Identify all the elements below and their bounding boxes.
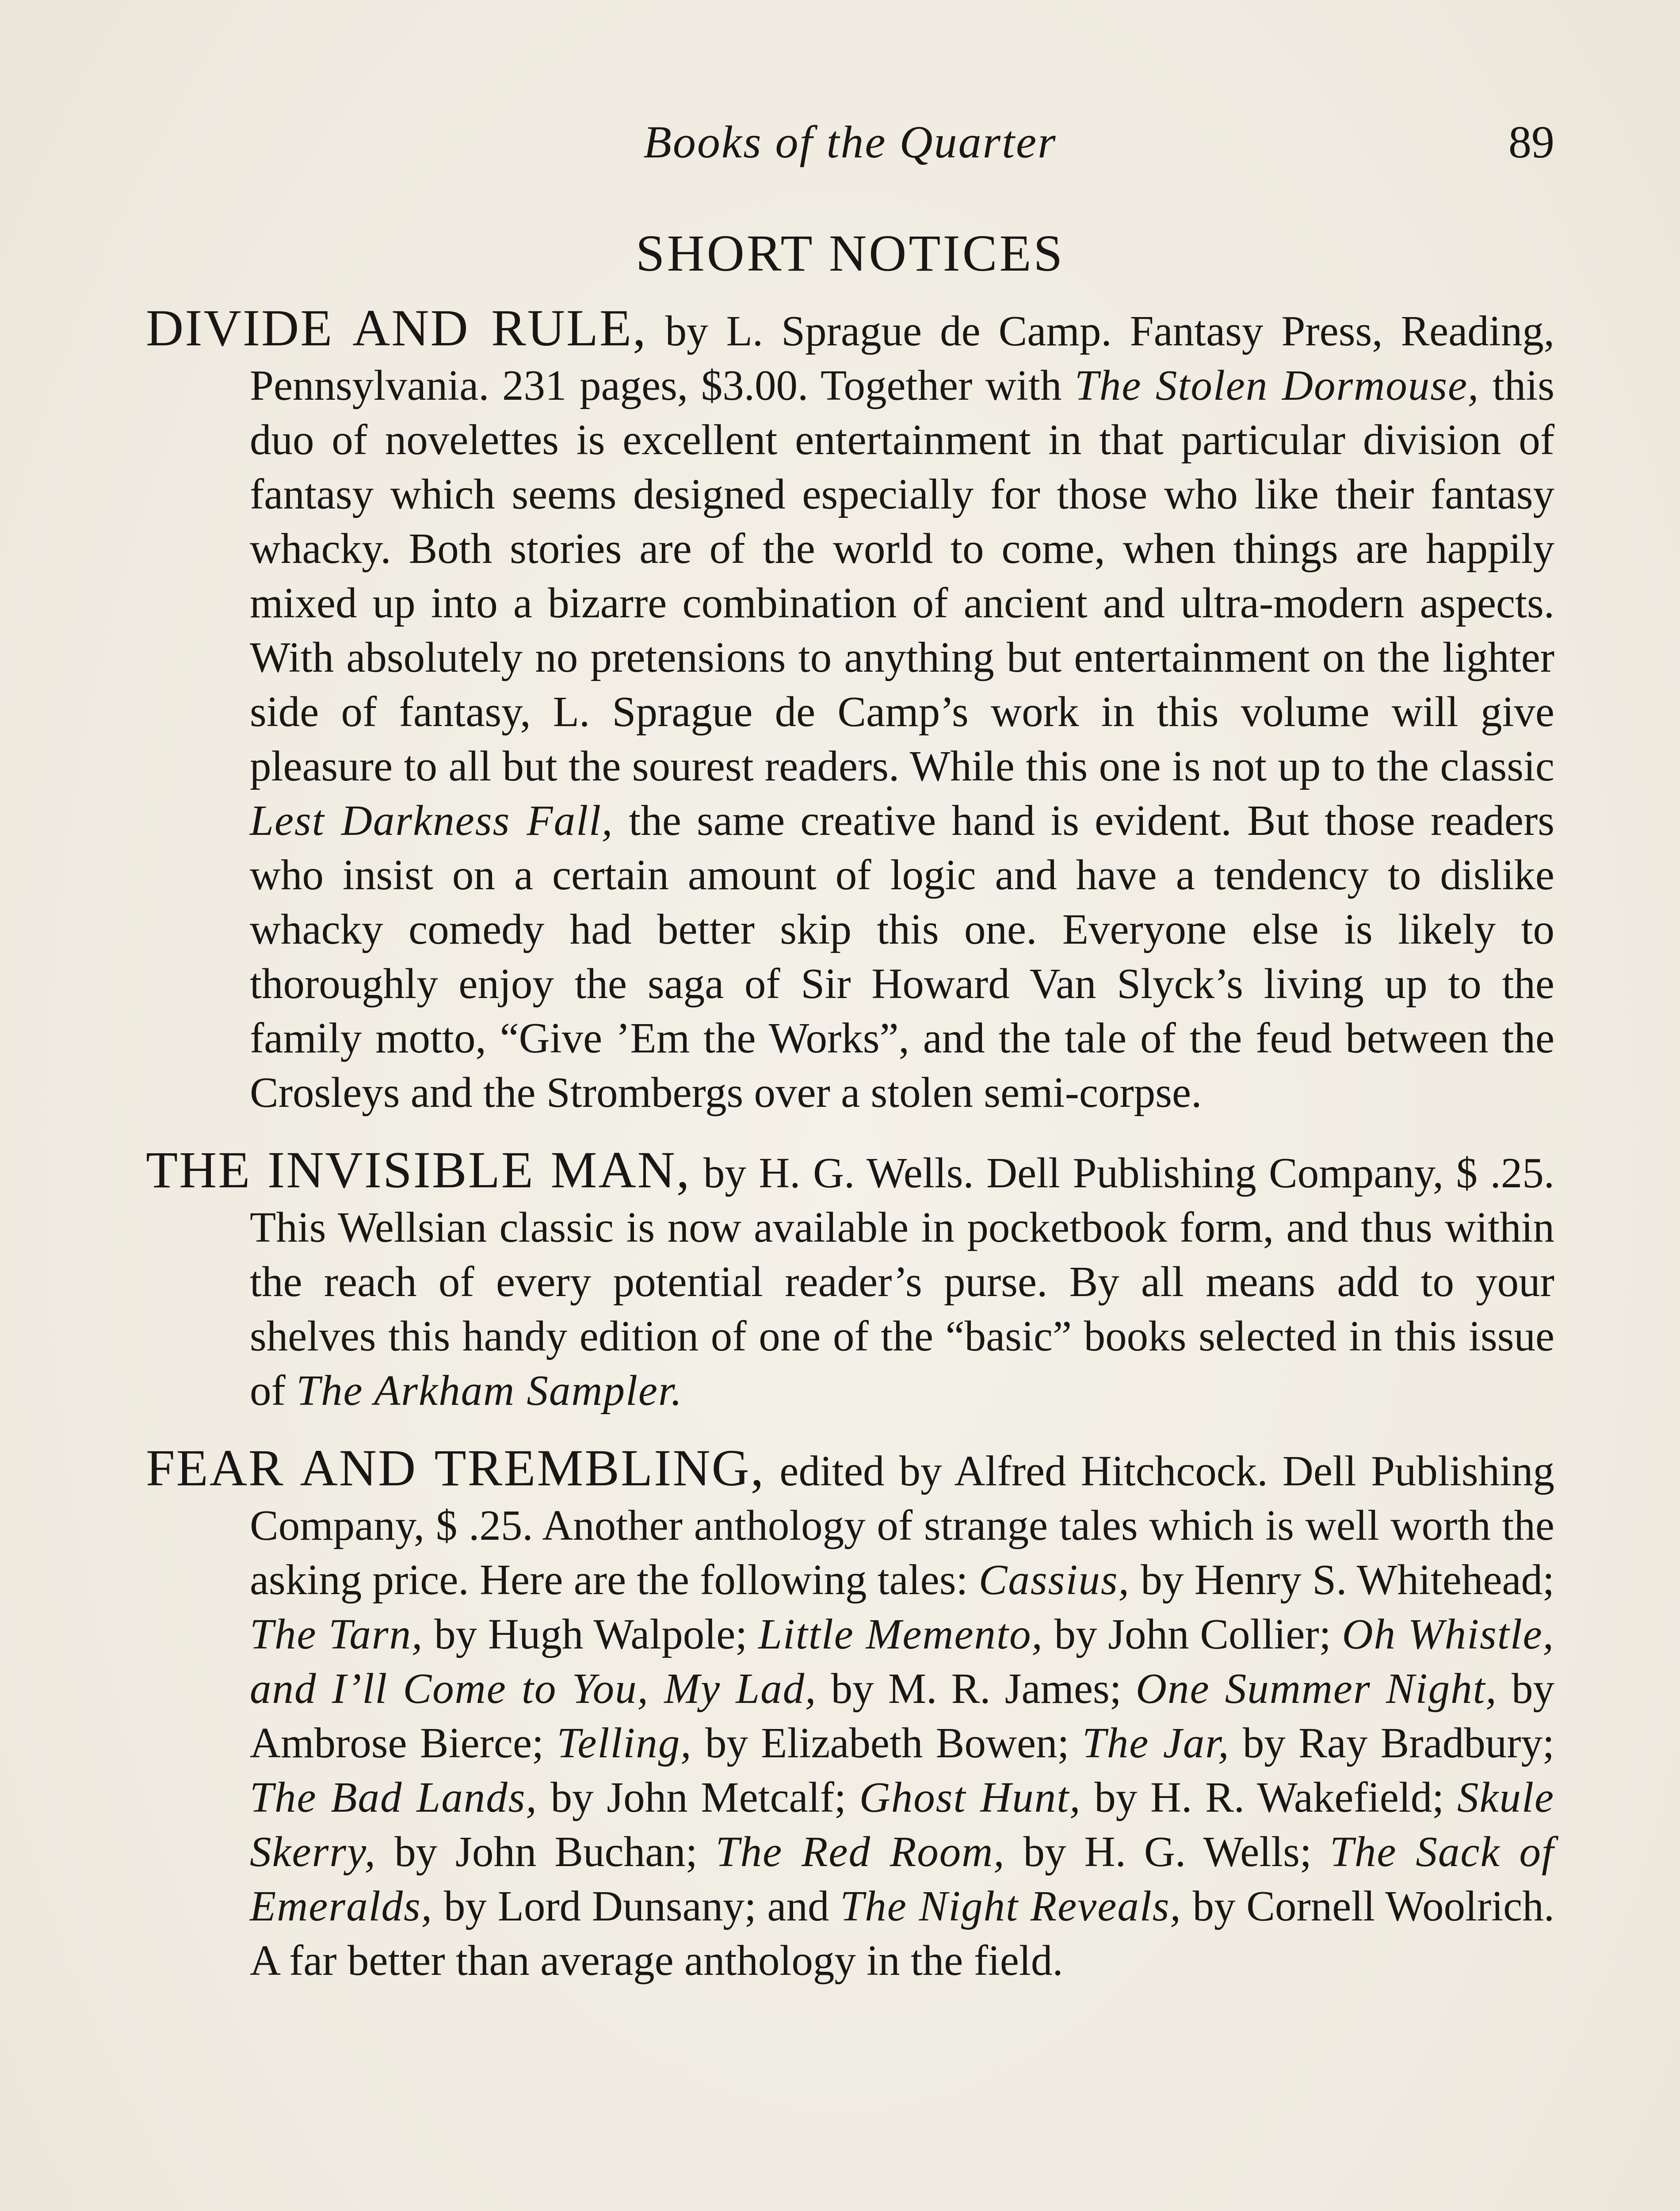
work-title: Oh Whistle, and I’ll Come to You, My Lad, [250,1610,1554,1712]
notice-text: by Cornell Woolrich. A far better than average anthology in the field. [250,1882,1554,1984]
notice-text: by L. Sprague de Camp. Fantasy Press, Reading, Pennsylvania. 231 pages, $3.00. Together with [250,307,1554,409]
work-title: One Summer Night, [1135,1665,1497,1712]
notice-text: by H. R. Wakefield; [1081,1774,1457,1821]
work-title: Skule Skerry, [250,1774,1555,1875]
notice-title: FEAR AND TREMBLING, [146,1439,765,1497]
page-header [146,116,1554,178]
work-title: The Night Reveals, [840,1882,1182,1930]
page-number: 89 [1508,117,1554,168]
notice-text: the same creative hand is evident. But those readers who insist on a certain amount of logic and have a tendency to dislike whacky comedy had better skip this one. Everyone else is likely to thoroughly enjoy the saga of Sir Howard Van Slyck’s living up to the family motto, “Give ’Em the Works”, and the tale of the feud between the Crosleys and the Strombergs over a stolen semi-corpse. [250,797,1554,1116]
notice-text: by John Buchan; [376,1828,716,1875]
notice-entry [146,301,1554,1120]
notice-text: by H. G. Wells; [1005,1828,1330,1875]
work-title: The Jar, [1082,1719,1230,1767]
notice-text: by John Collier; [1043,1610,1342,1658]
notice-text: by John Metcalf; [537,1774,859,1821]
work-title: The Sack of Emeralds, [250,1828,1554,1930]
notice-text: by M. R. James; [817,1665,1136,1712]
work-title: Telling, [557,1719,692,1767]
notice-title: DIVIDE AND RULE, [146,299,647,357]
work-title: Little Memento, [758,1610,1043,1658]
notice-text: by H. G. Wells. Dell Publishing Company, $ .25. This Wellsian classic is now available in pocketbook form, and thus within the reach of every potential reader’s purse. By all means add to your shelves this handy edition of one of the “basic” books selected in this issue of [250,1149,1554,1414]
notice-text: by Ambrose Bierce; [250,1665,1555,1767]
work-title: The Arkham Sampler. [296,1367,683,1414]
work-title: The Tarn, [250,1610,424,1658]
notice-text: by Hugh Walpole; [423,1610,758,1658]
notice-text: edited by Alfred Hitchcock. Dell Publishing Company, $ .25. Another anthology of strange tales which is well worth the asking price. Here are the following tales: [250,1447,1554,1603]
notice-text: by Elizabeth Bowen; [692,1719,1082,1767]
work-title: The Red Room, [715,1828,1005,1875]
running-title: Books of the Quarter [643,117,1057,168]
work-title: Cassius, [978,1556,1130,1603]
notice-text: this duo of novelettes is excellent entertainment in that particular division of fantasy which seems designed especially for those who like their fantasy whacky. Both stories are of the world to come, when things are happily mixed up into a bizarre combination of ancient and ultra-modern aspects. With absolutely no pretensions to anything but entertainment on the lighter side of fantasy, L. Sprague de Camp’s work in this volume will give pleasure to all but the sourest readers. While this one is not up to the classic [250,362,1554,790]
notice-title: THE INVISIBLE MAN, [146,1141,691,1199]
work-title: Lest Darkness Fall, [250,797,614,844]
section-title: SHORT NOTICES [635,224,1065,282]
notice-text: by Lord Dunsany; and [433,1882,840,1930]
notice-entry [146,1143,1554,1418]
work-title: The Bad Lands, [250,1774,538,1821]
notice-text: by Ray Bradbury; [1229,1719,1554,1767]
notice-text: by Henry S. Whitehead; [1130,1556,1554,1603]
work-title: Ghost Hunt, [859,1774,1081,1821]
work-title: The Stolen Dormouse, [1074,362,1480,409]
notices-list [146,301,1554,2011]
notice-entry [146,1441,1554,1988]
